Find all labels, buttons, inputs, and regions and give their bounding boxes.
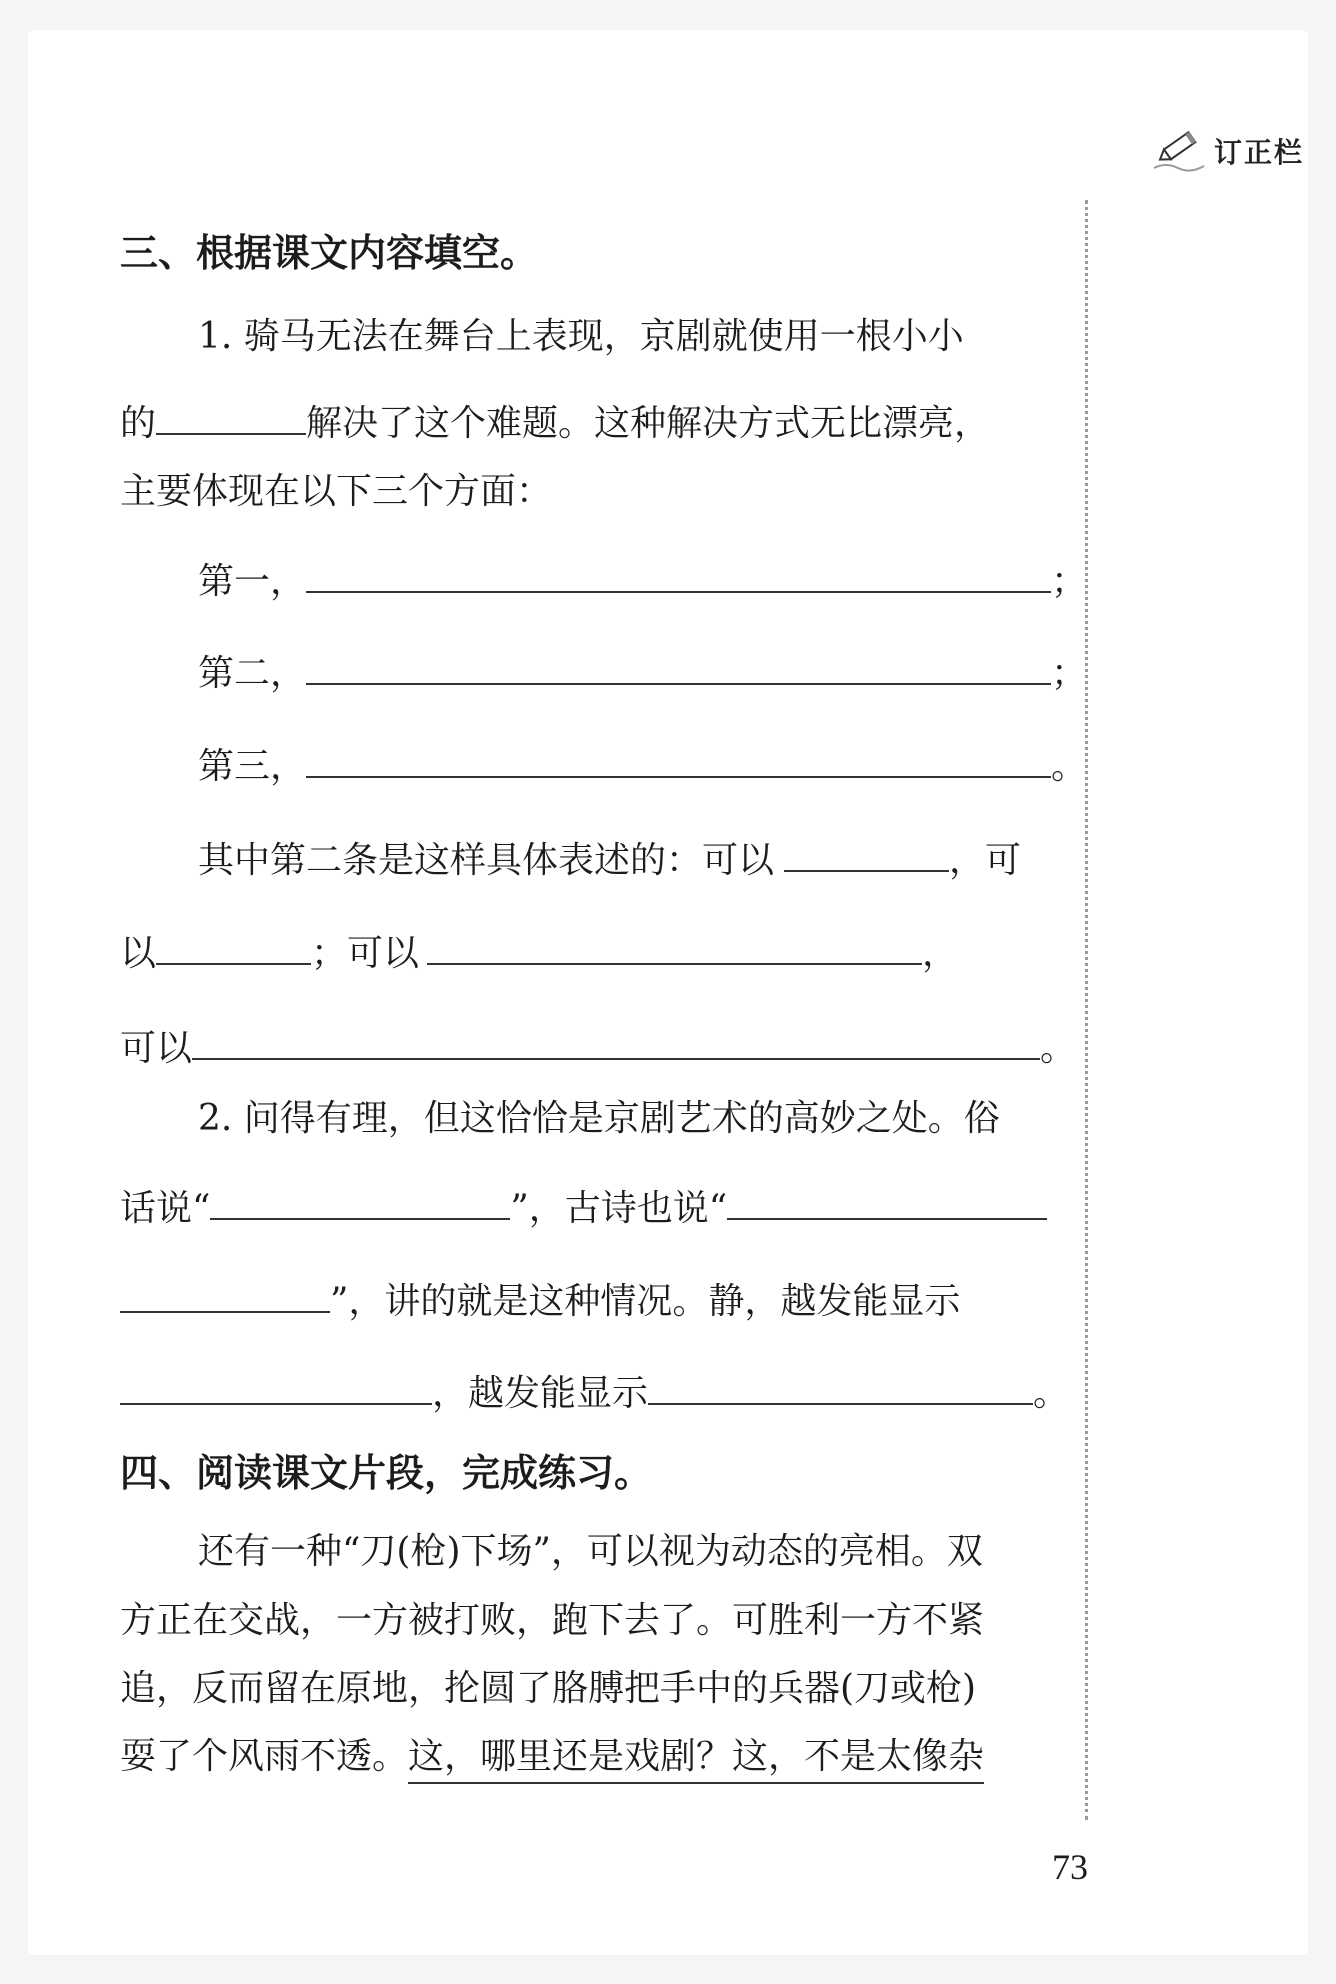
blank-poem-2[interactable] bbox=[120, 1275, 330, 1313]
second-label: 第二， bbox=[198, 653, 307, 694]
q1-line2-post: 解决了这个难题。这种解决方式无比漂亮， bbox=[306, 403, 991, 444]
detail-pre: 其中第二条是这样具体表述的：可以 bbox=[198, 840, 775, 881]
q1-line2-pre: 的 bbox=[120, 403, 157, 444]
q2-period: 。 bbox=[1033, 1373, 1070, 1414]
detail-ke: 可 bbox=[985, 840, 1022, 881]
first-semicolon: ； bbox=[1051, 561, 1088, 602]
q2-line3 bbox=[120, 1273, 960, 1324]
passage-line2: 方正在交战，一方被打败，跑下去了。可胜利一方不紧 bbox=[120, 1600, 985, 1641]
blank-detail-3[interactable] bbox=[427, 927, 922, 965]
blank-show-1[interactable] bbox=[120, 1367, 432, 1405]
passage-underlined-text: 这，哪里还是戏剧？这，不是太像杂 bbox=[408, 1728, 984, 1784]
q1-line2 bbox=[120, 395, 990, 446]
detail-keyi-2: 可以 bbox=[120, 1028, 193, 1069]
blank-detail-1[interactable] bbox=[784, 834, 949, 872]
blank-first[interactable] bbox=[306, 555, 1051, 593]
detail-comma-1: ， bbox=[949, 840, 986, 881]
q2-line4 bbox=[120, 1365, 1069, 1416]
pencil-icon bbox=[1152, 128, 1206, 174]
detail-period: 。 bbox=[1040, 1028, 1077, 1069]
point-third bbox=[198, 738, 1087, 789]
q1-line3: 主要体现在以下三个方面： bbox=[120, 471, 553, 512]
detail-yi: 以 bbox=[120, 933, 157, 974]
passage-line4 bbox=[120, 1728, 984, 1784]
blank-proverb[interactable] bbox=[210, 1182, 510, 1220]
q2-line2-mid: ”，古诗也说“ bbox=[510, 1188, 728, 1229]
detail-line3 bbox=[120, 1020, 1076, 1071]
blank-show-2[interactable] bbox=[648, 1367, 1033, 1405]
passage-line3: 追，反而留在原地，抡圆了胳膊把手中的兵器(刀或枪) bbox=[120, 1668, 977, 1709]
q2-line4-mid: ，越发能显示 bbox=[432, 1373, 649, 1414]
third-period: 。 bbox=[1051, 746, 1088, 787]
passage-line1: 还有一种“刀(枪)下场”，可以视为动态的亮相。双 bbox=[198, 1531, 983, 1572]
blank-prop[interactable] bbox=[156, 397, 306, 435]
blank-second[interactable] bbox=[306, 647, 1051, 685]
blank-detail-2[interactable] bbox=[156, 927, 311, 965]
passage-line4-pre: 耍了个风雨不透。 bbox=[120, 1736, 409, 1777]
third-label: 第三， bbox=[198, 746, 307, 787]
section-4-title: 四、阅读课文片段，完成练习。 bbox=[120, 1451, 653, 1495]
correction-column-label: 订正栏 bbox=[1213, 136, 1304, 169]
correction-column-header bbox=[1152, 128, 1304, 174]
detail-keyi: ；可以 bbox=[311, 933, 420, 974]
correction-divider bbox=[1085, 200, 1088, 1820]
page-number: 73 bbox=[1052, 1847, 1088, 1887]
detail-comma-2: ， bbox=[922, 933, 959, 974]
q2-line2-pre: 话说“ bbox=[120, 1188, 211, 1229]
q1-line1: 1. 骑马无法在舞台上表现，京剧就使用一根小小 bbox=[198, 316, 964, 357]
detail-line2 bbox=[120, 925, 958, 976]
first-label: 第一， bbox=[198, 561, 307, 602]
detail-line1 bbox=[198, 832, 1021, 883]
q2-line3-post: ”，讲的就是这种情况。静，越发能显示 bbox=[330, 1281, 961, 1322]
section-3-title: 三、根据课文内容填空。 bbox=[120, 231, 539, 275]
second-semicolon: ； bbox=[1051, 653, 1088, 694]
blank-poem-1[interactable] bbox=[727, 1182, 1047, 1220]
blank-detail-4[interactable] bbox=[192, 1022, 1040, 1060]
q2-line2 bbox=[120, 1180, 1047, 1231]
q2-line1: 2. 问得有理，但这恰恰是京剧艺术的高妙之处。俗 bbox=[198, 1098, 1000, 1139]
blank-third[interactable] bbox=[306, 740, 1051, 778]
point-first bbox=[198, 553, 1087, 604]
point-second bbox=[198, 645, 1087, 696]
